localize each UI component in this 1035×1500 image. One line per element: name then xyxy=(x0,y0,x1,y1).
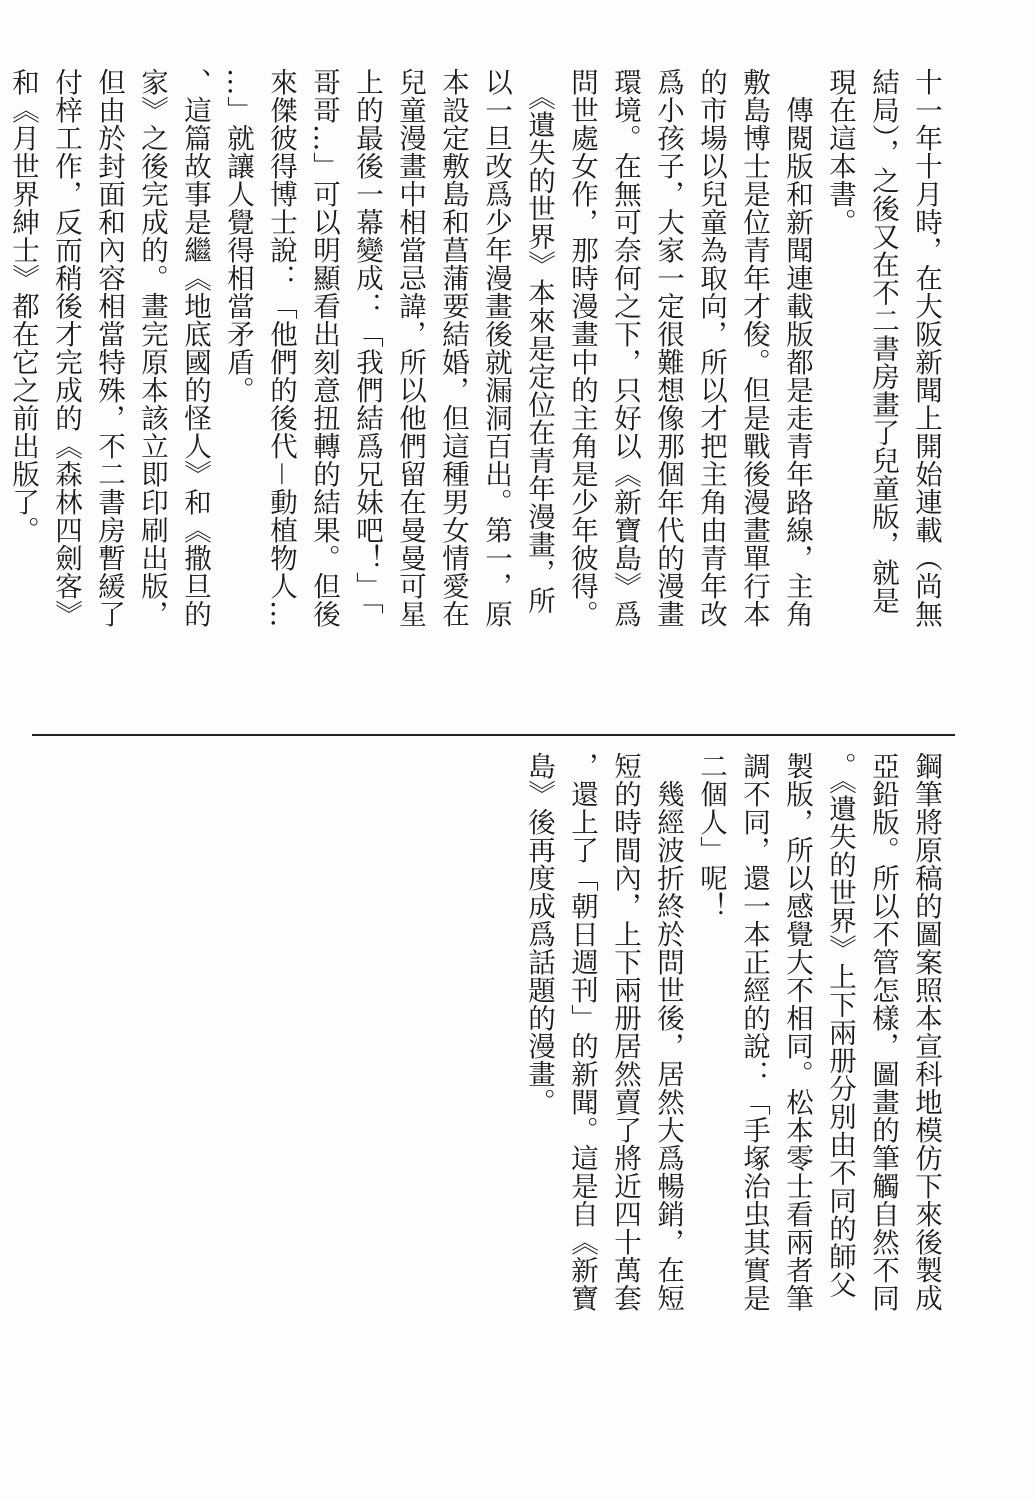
text-column: 本設定敷島和菖蒲要結婚，但這種男女情愛在 xyxy=(437,68,469,628)
text-column: …」就讓人覺得相當矛盾。 xyxy=(222,68,254,404)
section-divider xyxy=(32,734,955,736)
text-column: 但由於封面和內容相當特殊，不二書房暫緩了 xyxy=(93,68,125,628)
text-column: 二個人」呢！ xyxy=(695,752,727,920)
upper-text-block xyxy=(0,68,947,728)
text-column: 調不同，還一本正經的說：「手塚治虫其實是 xyxy=(738,752,770,1312)
text-column: 問世處女作，那時漫畫中的主角是少年彼得。 xyxy=(566,68,598,628)
text-column: 哥哥…」可以明顯看出刻意扭轉的結果。但後 xyxy=(308,68,340,628)
text-column: 敷島博士是位青年才俊。但是戰後漫畫單行本 xyxy=(738,68,770,628)
text-column xyxy=(0,68,1,728)
text-column: ，還上了「朝日週刊」的新聞。這是自《新寶 xyxy=(566,752,598,1312)
text-column: 以一旦改爲少年漫畫後就漏洞百出。第一，原 xyxy=(480,68,512,628)
text-column: 爲小孩子，大家一定很難想像那個年代的漫畫 xyxy=(652,68,684,628)
text-column: 現在這本書。 xyxy=(824,68,856,236)
lower-text-block xyxy=(517,752,947,1472)
text-column: 家》之後完成的。畫完原本該立即印刷出版， xyxy=(136,68,168,628)
text-column: 製版，所以感覺大不相同。松本零士看兩者筆 xyxy=(781,752,813,1312)
text-column: 上的最後一幕變成：「我們結爲兄妹吧！」「 xyxy=(351,68,383,615)
text-column: 的市場以兒童為取向，所以才把主角由青年改 xyxy=(695,68,727,628)
text-column: 付梓工作，反而稍後才完成的《森林四劍客》 xyxy=(50,68,82,628)
text-column: 亞鉛版。所以不管怎樣，圖畫的筆觸自然不同 xyxy=(867,752,899,1312)
text-column: 來傑彼得博士說：「他們的後代－動植物人… xyxy=(265,68,297,628)
text-column: 結局），之後又在不二書房畫了兒童版，就是 xyxy=(867,68,899,615)
text-column: 鋼筆將原稿的圖案照本宣科地模仿下來後製成 xyxy=(910,752,942,1312)
text-column: 《遺失的世界》本來是定位在青年漫畫，所 xyxy=(523,68,555,615)
text-column: 傳閱版和新聞連載版都是走青年路線，主角 xyxy=(781,68,813,628)
text-column: 兒童漫畫中相當忌諱，所以他們留在曼曼可星 xyxy=(394,68,426,628)
text-column: 、這篇故事是繼《地底國的怪人》和《撒旦的 xyxy=(179,68,211,628)
text-column: 環境。在無可奈何之下，只好以《新寶島》爲 xyxy=(609,68,641,628)
text-column: 島》後再度成爲話題的漫畫。 xyxy=(523,752,555,1116)
text-column: 短的時間內，上下兩册居然賣了將近四十萬套 xyxy=(609,752,641,1312)
text-column: 十一年十月時，在大阪新聞上開始連載（尚無 xyxy=(910,68,942,628)
text-column: 和《月世界紳士》都在它之前出版了。 xyxy=(7,68,39,544)
text-column: 。《遺失的世界》上下兩册分別由不同的師父 xyxy=(824,752,856,1299)
text-column: 幾經波折終於問世後，居然大爲暢銷，在短 xyxy=(652,752,684,1312)
